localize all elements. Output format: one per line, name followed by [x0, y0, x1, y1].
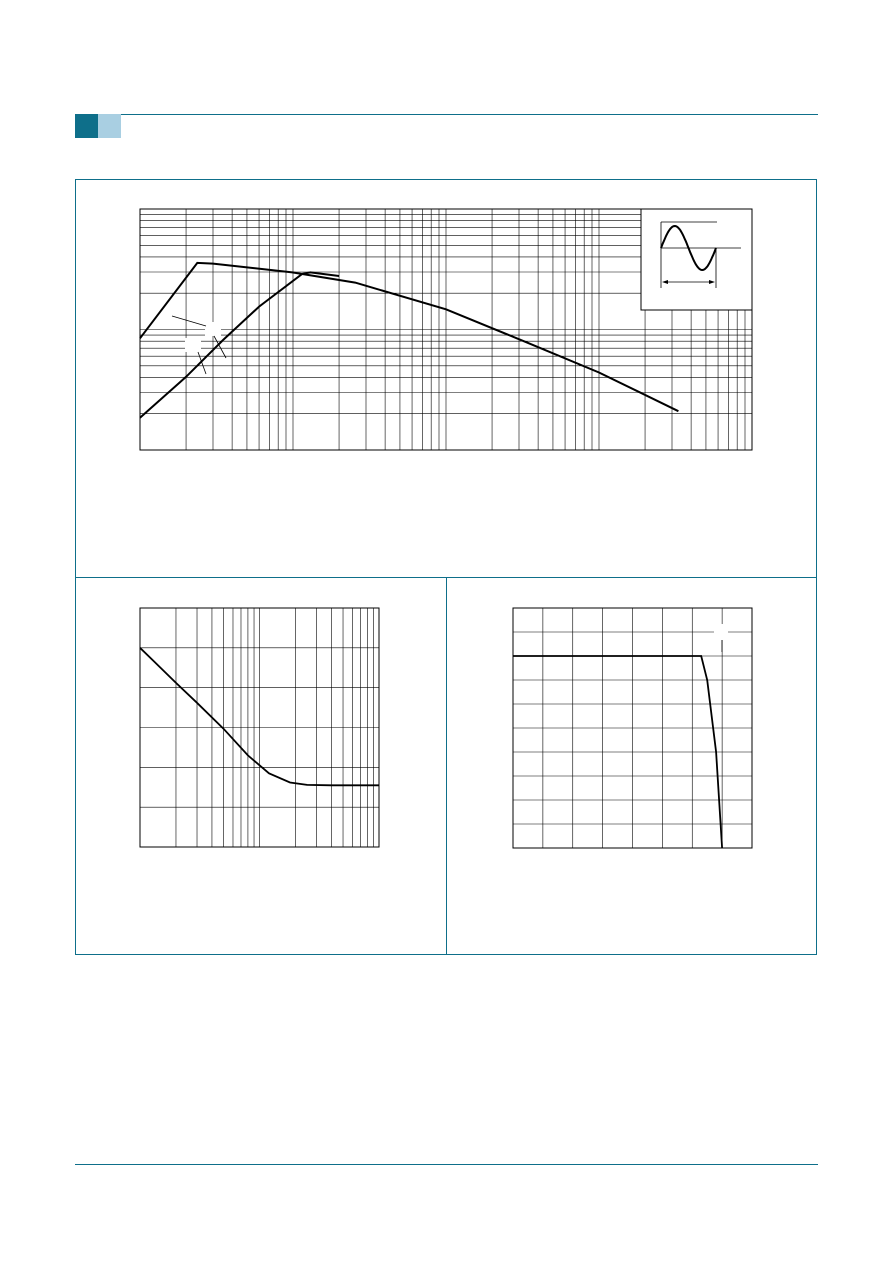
footer-rule — [75, 1164, 818, 1165]
chart1-label-box-a — [205, 322, 221, 336]
chart3-label-box — [714, 624, 728, 640]
chart1-series-1-line — [140, 263, 678, 411]
chart1-leader-line-a — [172, 316, 206, 326]
chart1-series-2-line — [140, 272, 339, 417]
chart1-label-box-b — [185, 338, 201, 352]
chart1-inset-box — [641, 209, 752, 310]
